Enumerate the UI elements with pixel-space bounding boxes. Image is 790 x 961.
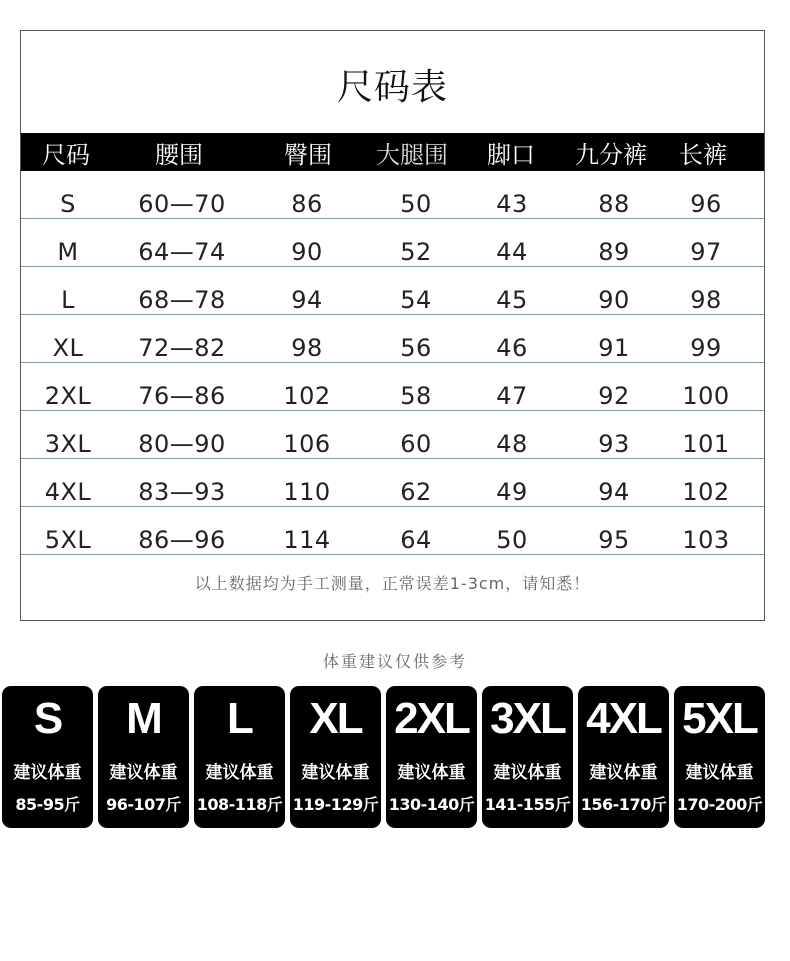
cell-thigh: 54 (400, 286, 432, 314)
cell-waist: 83—93 (138, 478, 226, 506)
header-waist: 腰围 (155, 140, 203, 169)
table-row (21, 507, 764, 555)
cell-thigh: 62 (400, 478, 432, 506)
cell-full-length: 100 (682, 382, 730, 410)
cell-size: 4XL (44, 478, 92, 506)
measurement-note: 以上数据均为手工测量，正常误差1-3cm，请知悉！ (194, 574, 591, 593)
cell-waist: 64—74 (138, 238, 226, 266)
cell-full-length: 102 (682, 478, 730, 506)
cell-thigh: 60 (400, 430, 432, 458)
header-thigh: 大腿围 (376, 140, 448, 169)
cell-hip: 102 (283, 382, 331, 410)
cell-cropped-length: 95 (598, 526, 630, 554)
cell-size: 2XL (44, 382, 92, 410)
weight-cards (2, 686, 766, 828)
table-row (21, 363, 764, 411)
cell-waist: 68—78 (138, 286, 226, 314)
cell-cropped-length: 90 (598, 286, 630, 314)
cell-leg-opening: 45 (496, 286, 528, 314)
header-cropped-length: 九分裤 (575, 140, 647, 169)
weight-card-xl (290, 686, 381, 828)
card-range: 96-107斤 (106, 795, 181, 814)
card-size: 4XL (586, 694, 661, 743)
table-row (21, 171, 764, 219)
weight-card-5xl (674, 686, 765, 828)
cell-leg-opening: 49 (496, 478, 528, 506)
cell-full-length: 99 (690, 334, 722, 362)
card-range: 85-95斤 (15, 795, 80, 814)
weight-card-l (194, 686, 285, 828)
header-leg-opening: 脚口 (487, 140, 535, 169)
card-label: 建议体重 (685, 763, 754, 783)
cell-waist: 60—70 (138, 190, 226, 218)
card-size: 2XL (394, 694, 469, 743)
cell-hip: 106 (283, 430, 331, 458)
weight-caption: 体重建议仅供参考 (322, 652, 467, 671)
header-size: 尺码 (42, 140, 90, 169)
header-full-length: 长裤 (679, 140, 727, 169)
cell-size: XL (52, 334, 84, 362)
card-size: L (227, 694, 252, 743)
card-size: M (126, 694, 161, 743)
cell-cropped-length: 93 (598, 430, 630, 458)
weight-card-4xl (578, 686, 669, 828)
cell-cropped-length: 94 (598, 478, 630, 506)
cell-leg-opening: 50 (496, 526, 528, 554)
cell-full-length: 96 (690, 190, 722, 218)
chart-title: 尺码表 (336, 67, 448, 108)
card-label: 建议体重 (493, 763, 562, 783)
cell-waist: 86—96 (138, 526, 226, 554)
cell-size: M (57, 238, 79, 266)
cell-leg-opening: 43 (496, 190, 528, 218)
cell-waist: 76—86 (138, 382, 226, 410)
card-range: 141-155斤 (484, 795, 571, 814)
cell-thigh: 52 (400, 238, 432, 266)
table-row (21, 411, 764, 459)
cell-full-length: 98 (690, 286, 722, 314)
table-row (21, 219, 764, 267)
card-size: 3XL (490, 694, 565, 743)
cell-thigh: 58 (400, 382, 432, 410)
header-hip: 臀围 (284, 140, 332, 169)
card-range: 156-170斤 (580, 795, 667, 814)
cell-hip: 114 (283, 526, 331, 554)
cell-full-length: 97 (690, 238, 722, 266)
card-label: 建议体重 (13, 763, 82, 783)
cell-leg-opening: 48 (496, 430, 528, 458)
cell-size: 5XL (44, 526, 92, 554)
cell-size: L (61, 286, 75, 314)
cell-thigh: 64 (400, 526, 432, 554)
card-label: 建议体重 (205, 763, 274, 783)
cell-waist: 72—82 (138, 334, 226, 362)
table-row (21, 459, 764, 507)
card-range: 170-200斤 (676, 795, 763, 814)
cell-waist: 80—90 (138, 430, 226, 458)
cell-leg-opening: 44 (496, 238, 528, 266)
weight-card-s (2, 686, 93, 828)
cell-hip: 94 (291, 286, 323, 314)
card-label: 建议体重 (109, 763, 178, 783)
cell-full-length: 103 (682, 526, 730, 554)
cell-cropped-length: 91 (598, 334, 630, 362)
cell-cropped-length: 89 (598, 238, 630, 266)
table-header (21, 133, 764, 171)
cell-full-length: 101 (682, 430, 730, 458)
cell-cropped-length: 88 (598, 190, 630, 218)
cell-cropped-length: 92 (598, 382, 630, 410)
table-row (21, 315, 764, 363)
cell-hip: 86 (291, 190, 323, 218)
card-range: 119-129斤 (292, 795, 379, 814)
cell-hip: 110 (283, 478, 331, 506)
cell-leg-opening: 47 (496, 382, 528, 410)
table-row (21, 267, 764, 315)
card-range: 130-140斤 (388, 795, 475, 814)
cell-size: S (60, 190, 76, 218)
weight-card-2xl (386, 686, 477, 828)
cell-hip: 98 (291, 334, 323, 362)
card-label: 建议体重 (397, 763, 466, 783)
card-size: S (33, 694, 62, 743)
weight-card-3xl (482, 686, 573, 828)
cell-thigh: 56 (400, 334, 432, 362)
card-range: 108-118斤 (196, 795, 283, 814)
weight-card-m (98, 686, 189, 828)
table-body (21, 171, 764, 555)
card-size: 5XL (682, 694, 757, 743)
cell-hip: 90 (291, 238, 323, 266)
card-label: 建议体重 (301, 763, 370, 783)
card-size: XL (309, 694, 362, 743)
cell-thigh: 50 (400, 190, 432, 218)
size-chart (20, 30, 765, 621)
card-label: 建议体重 (589, 763, 658, 783)
cell-size: 3XL (44, 430, 92, 458)
cell-leg-opening: 46 (496, 334, 528, 362)
